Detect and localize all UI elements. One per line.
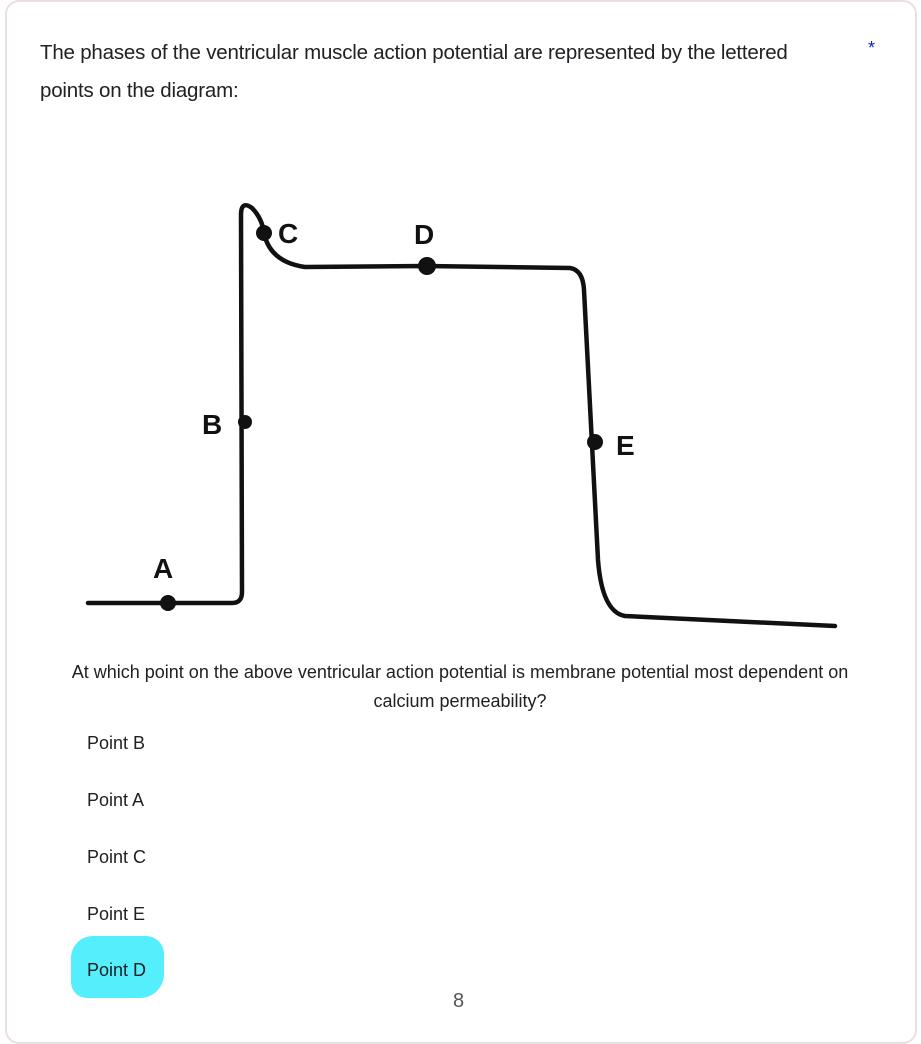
required-marker: *	[868, 38, 876, 58]
option-point-e[interactable]: Point E	[87, 904, 146, 924]
point-e-dot	[587, 434, 603, 450]
option-point-d[interactable]: Point D	[87, 960, 147, 980]
point-b-dot	[238, 415, 252, 429]
question-prompt: At which point on the above ventricular action potential is membrane potential most dependent on calcium permeability?	[71, 662, 849, 711]
point-c-dot	[256, 225, 272, 241]
point-d-dot	[418, 257, 436, 275]
label-c: C	[278, 218, 299, 249]
page-number: 8	[453, 990, 465, 1012]
action-potential-curve	[88, 205, 835, 626]
point-a-dot	[160, 595, 176, 611]
option-point-c[interactable]: Point C	[87, 847, 147, 867]
option-point-a[interactable]: Point A	[87, 790, 145, 810]
label-e: E	[616, 430, 635, 461]
option-point-b[interactable]: Point B	[87, 733, 146, 753]
label-a: A	[153, 553, 174, 584]
question-title: The phases of the ventricular muscle action potential are represented by the lettered points on the diagram:	[40, 41, 788, 102]
label-b: B	[202, 409, 223, 440]
label-d: D	[414, 219, 435, 250]
